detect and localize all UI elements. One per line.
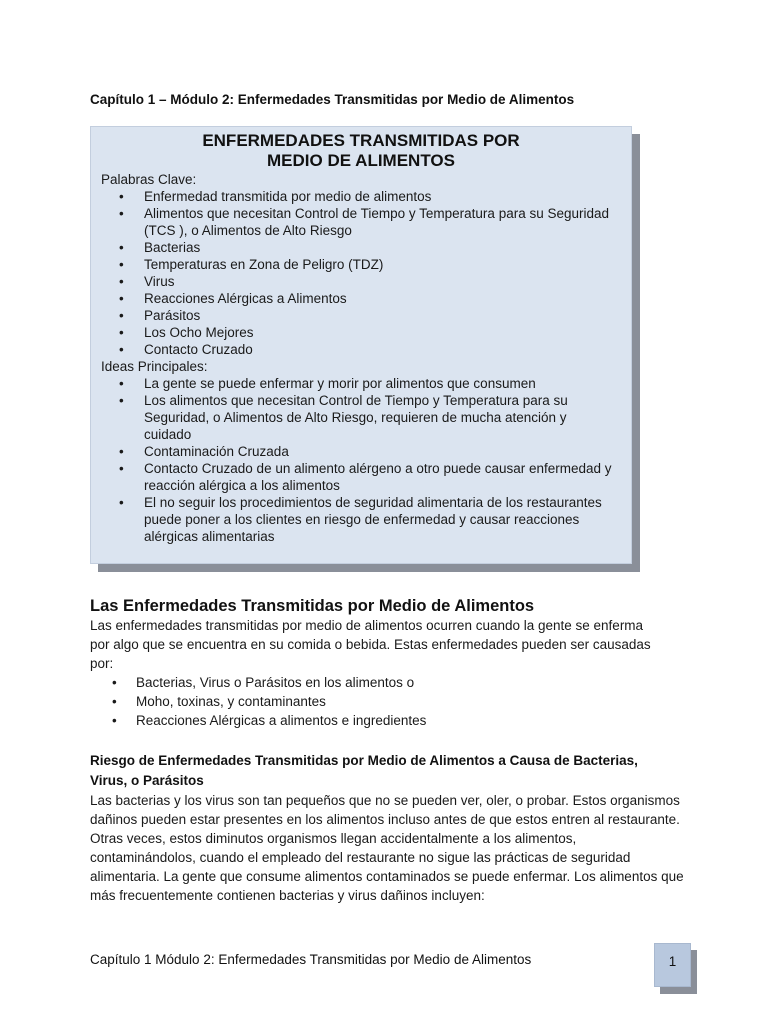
- page-header-title: Capítulo 1 – Módulo 2: Enfermedades Transmitidas por Medio de Alimentos: [90, 92, 575, 107]
- key-words-box: [90, 126, 632, 564]
- keybox-title: [101, 131, 621, 171]
- keybox-title-line1: ENFERMEDADES TRANSMITIDAS POR: [202, 131, 520, 150]
- keywords-list: [101, 188, 621, 358]
- ideas-list: [101, 375, 621, 545]
- keyword-item: • Virus: [101, 273, 621, 290]
- keywords-label: Palabras Clave:: [101, 172, 197, 187]
- cause-item: • Moho, toxinas, y contaminantes: [90, 692, 670, 711]
- keyword-item: • Temperaturas en Zona de Peligro (TDZ): [101, 256, 621, 273]
- section-risk: [90, 751, 684, 905]
- idea-item: • Contaminación Cruzada: [101, 443, 621, 460]
- idea-item: • La gente se puede enfermar y morir por alimentos que consumen: [101, 375, 621, 392]
- cause-item: • Bacterias, Virus o Parásitos en los alimentos o: [90, 673, 670, 692]
- causes-list: [90, 673, 670, 730]
- cause-item: • Reacciones Alérgicas a alimentos e ingredientes: [90, 711, 670, 730]
- ideas-label: Ideas Principales:: [101, 359, 208, 374]
- keyword-item: • Parásitos: [101, 307, 621, 324]
- footer-text: Capítulo 1 Módulo 2: Enfermedades Transmitidas por Medio de Alimentos: [90, 952, 532, 967]
- keyword-item: • Bacterias: [101, 239, 621, 256]
- page-number: 1: [654, 943, 691, 987]
- keybox-title-line2: MEDIO DE ALIMENTOS: [267, 151, 455, 170]
- idea-item: • Contacto Cruzado de un alimento alérgeno a otro puede causar enfermedad y reacción alérgica a los alimentos: [101, 460, 621, 494]
- section2-body: Las bacterias y los virus son tan pequeños que no se pueden ver, oler, o probar. Estos organismos dañinos pueden estar presentes en los alimentos incluso antes de que estos entren al restaurante. Otras veces, estos diminutos organismos llegan accidentalmente a los alimentos, contaminándolos, cuando el empleado del restaurante no sigue las prácticas de seguridad alimentaria. La gente que consume alimentos contaminados se puede enfermar. Los alimentos que más frecuentemente contienen bacterias y virus dañinos incluyen:: [90, 793, 684, 903]
- idea-item: • Los alimentos que necesitan Control de Tiempo y Temperatura para su Seguridad, o Alimentos de Alto Riesgo, requieren de mucha atención y cuidado: [101, 392, 621, 443]
- section-foodborne-illness: [90, 596, 670, 730]
- section2-heading: Riesgo de Enfermedades Transmitidas por Medio de Alimentos a Causa de Bacterias, Virus, o Parásitos: [90, 753, 638, 788]
- keyword-item: • Enfermedad transmitida por medio de alimentos: [101, 188, 621, 205]
- keyword-item: • Alimentos que necesitan Control de Tiempo y Temperatura para su Seguridad (TCS ), o Alimentos de Alto Riesgo: [101, 205, 621, 239]
- keyword-item: • Contacto Cruzado: [101, 341, 621, 358]
- keyword-item: • Los Ocho Mejores: [101, 324, 621, 341]
- idea-item: • El no seguir los procedimientos de seguridad alimentaria de los restaurantes puede poner a los clientes en riesgo de enfermedad y causar reacciones alérgicas alimentarias: [101, 494, 621, 545]
- section1-intro: Las enfermedades transmitidas por medio de alimentos ocurren cuando la gente se enferma por algo que se encuentra en su comida o bebida. Estas enfermedades pueden ser causadas por:: [90, 618, 651, 671]
- keyword-item: • Reacciones Alérgicas a Alimentos: [101, 290, 621, 307]
- section1-heading: Las Enfermedades Transmitidas por Medio de Alimentos: [90, 597, 535, 615]
